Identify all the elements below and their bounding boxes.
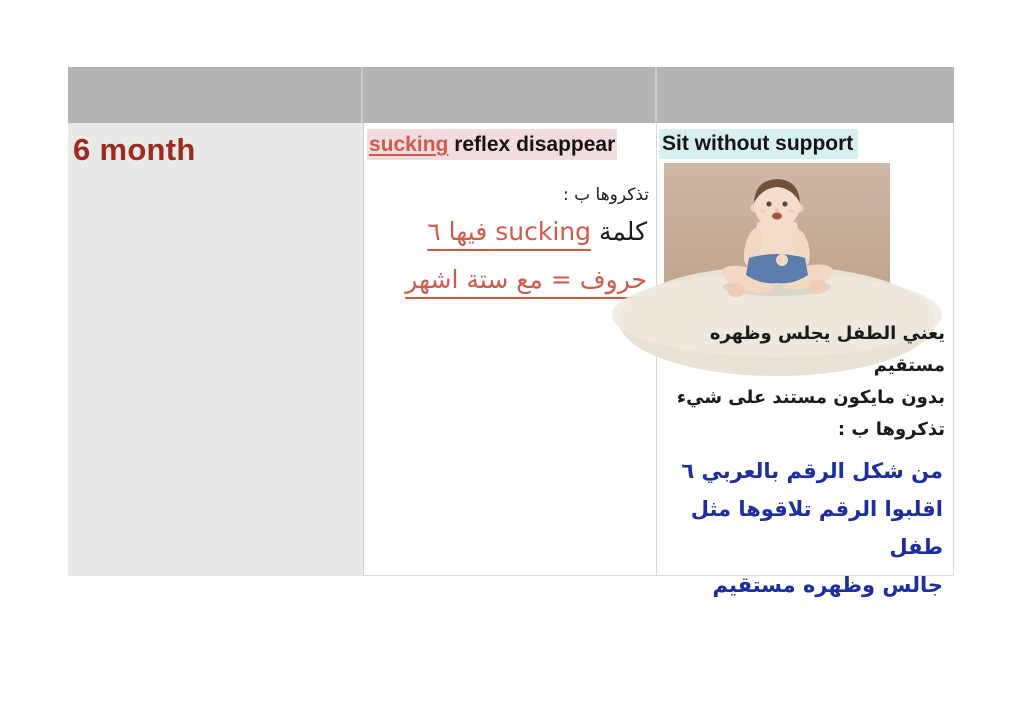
sucking-reflex-cell <box>363 123 657 576</box>
sucking-mnemonic-red-line2: حروف = مع ستة اشهر <box>405 265 647 294</box>
sit-mnemonic-line3: جالس وظهره مستقيم <box>712 573 943 597</box>
milestone-sucking-title-keyword: sucking <box>369 133 449 156</box>
header-cell-motor <box>657 67 954 123</box>
table-body-row <box>68 123 954 597</box>
baby-photo <box>664 163 890 309</box>
sit-mnemonic <box>659 452 943 604</box>
sucking-mnemonic-red-line1: sucking فيها ٦ <box>427 217 591 246</box>
age-label: 6 month <box>73 132 196 167</box>
milestones-table <box>68 67 954 597</box>
sit-description-line3: تذكروها ب : <box>837 419 945 440</box>
age-cell <box>68 123 363 576</box>
sit-description-line2: بدون مايكون مستند على شيء <box>676 387 945 408</box>
sit-mnemonic-line2: اقلبوا الرقم تلاقوها مثل طفل <box>690 497 943 559</box>
milestone-sit-title-line <box>659 129 951 159</box>
header-cell-age <box>68 67 363 123</box>
sit-description-line1: يعني الطفل يجلس وظهره مستقيم <box>709 323 945 376</box>
sit-mnemonic-line1: من شكل الرقم بالعربي ٦ <box>681 459 943 483</box>
sucking-note-intro: تذكروها ب : <box>562 185 649 205</box>
sucking-mnemonic <box>367 208 647 304</box>
milestone-sucking-title-rest: reflex disappear <box>448 133 616 156</box>
sit-without-support-cell <box>657 123 954 597</box>
baby-photo-illustration <box>664 163 890 309</box>
sucking-mnemonic-black-word: كلمة <box>598 217 647 246</box>
milestone-sit-title: Sit without support <box>659 129 858 159</box>
milestone-sucking-title <box>367 129 653 160</box>
header-cell-reflex <box>363 67 657 123</box>
table-header-row <box>68 67 954 123</box>
pink-highlight <box>367 129 617 160</box>
